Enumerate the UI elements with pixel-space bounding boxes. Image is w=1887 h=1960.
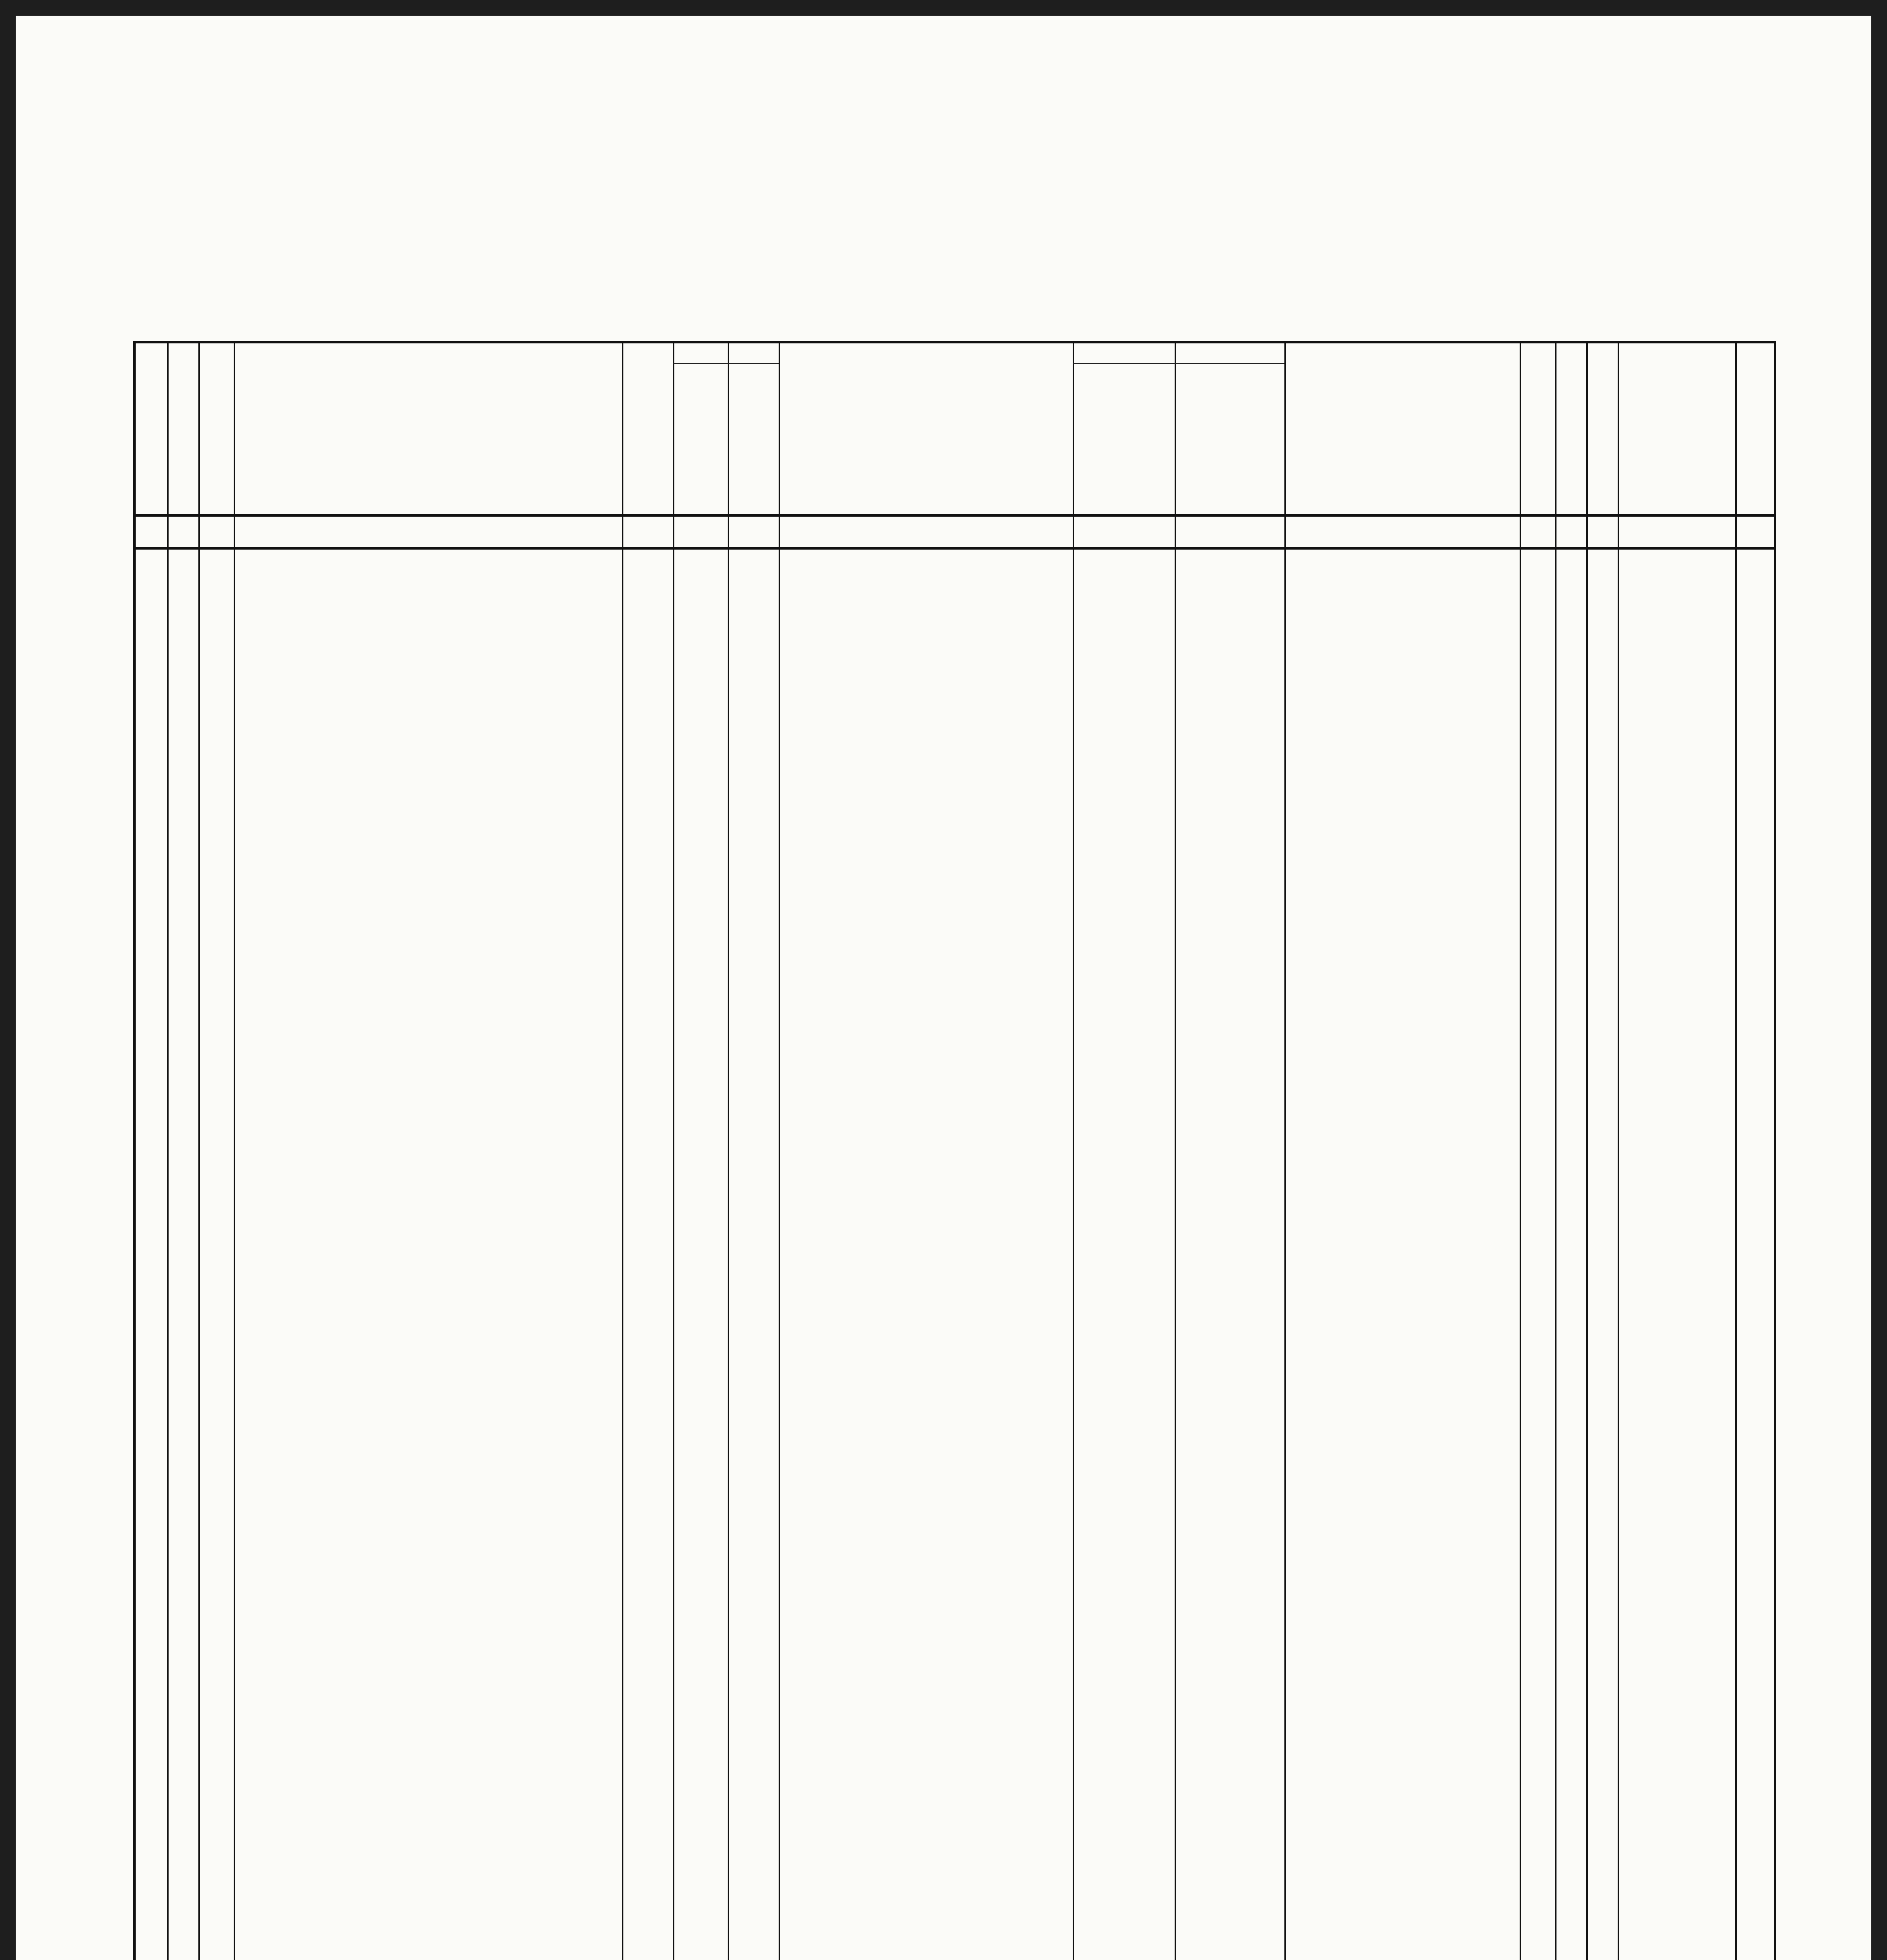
col-9-header — [1179, 414, 1280, 465]
estate-header — [1073, 345, 1284, 363]
col-8-header — [1077, 414, 1171, 465]
col-14-header — [1625, 383, 1731, 481]
col-10-header — [1296, 387, 1508, 465]
census-page — [16, 16, 1871, 1960]
col-7-header — [786, 387, 1065, 465]
description-header — [622, 345, 779, 363]
col-3-header — [253, 387, 598, 465]
census-table — [133, 341, 1776, 1960]
